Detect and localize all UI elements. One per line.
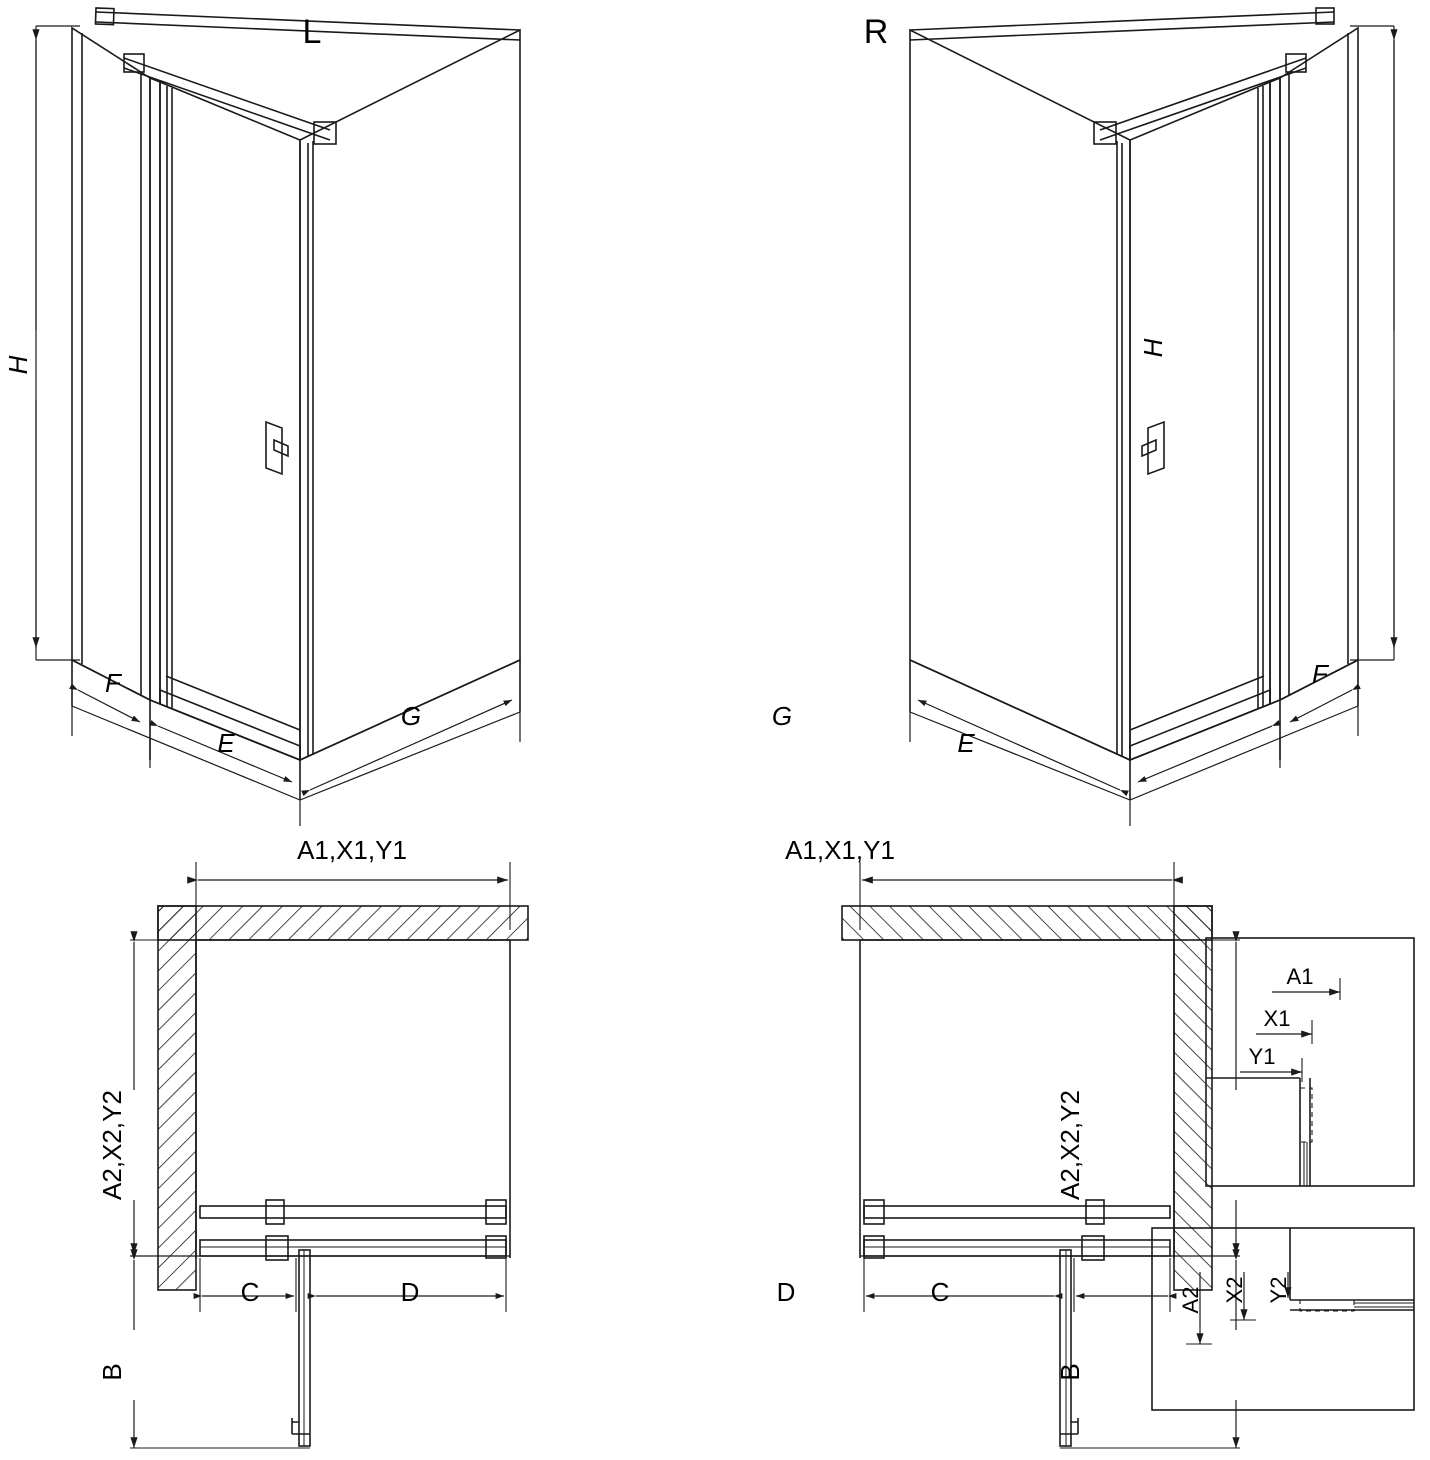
detail-label-A2: A2 — [1177, 1286, 1203, 1314]
label-view-left: L — [302, 12, 322, 51]
dim-F-left: F — [105, 667, 121, 698]
plan-right-top-label: A1,X1,Y1 — [785, 834, 895, 865]
detail-label-Y1: Y1 — [1248, 1043, 1276, 1069]
dim-G-left: G — [400, 700, 422, 731]
detail-label-X1: X1 — [1263, 1005, 1291, 1031]
dim-F-right: F — [1312, 658, 1328, 689]
plan-view-right — [842, 862, 1240, 1448]
dim-H-right: H — [1137, 338, 1168, 358]
iso-view-left — [36, 8, 520, 826]
iso-view-right — [910, 8, 1394, 826]
detail-label-X2: X2 — [1221, 1276, 1247, 1304]
dim-H-left: H — [2, 355, 33, 375]
dim-C-left: C — [240, 1276, 260, 1307]
plan-right-side-label: A2,X2,Y2 — [1054, 1090, 1085, 1200]
plan-left-side-label: A2,X2,Y2 — [96, 1090, 127, 1200]
detail-label-A1: A1 — [1286, 963, 1314, 989]
dim-E-right: E — [957, 727, 975, 758]
plan-left-top-label: A1,X1,Y1 — [297, 834, 407, 865]
dim-B-right: B — [1054, 1363, 1085, 1381]
dim-G-right: G — [771, 700, 793, 731]
dim-C-right: C — [930, 1276, 950, 1307]
door-handle-right — [1142, 422, 1164, 474]
dim-B-left: B — [96, 1363, 127, 1381]
dim-D-right: D — [776, 1276, 796, 1307]
detail-label-Y2: Y2 — [1265, 1276, 1291, 1304]
dim-D-left: D — [400, 1276, 420, 1307]
door-handle-left — [266, 422, 288, 474]
plan-view-left — [130, 862, 528, 1448]
dim-E-left: E — [217, 727, 235, 758]
label-view-right: R — [863, 12, 889, 51]
